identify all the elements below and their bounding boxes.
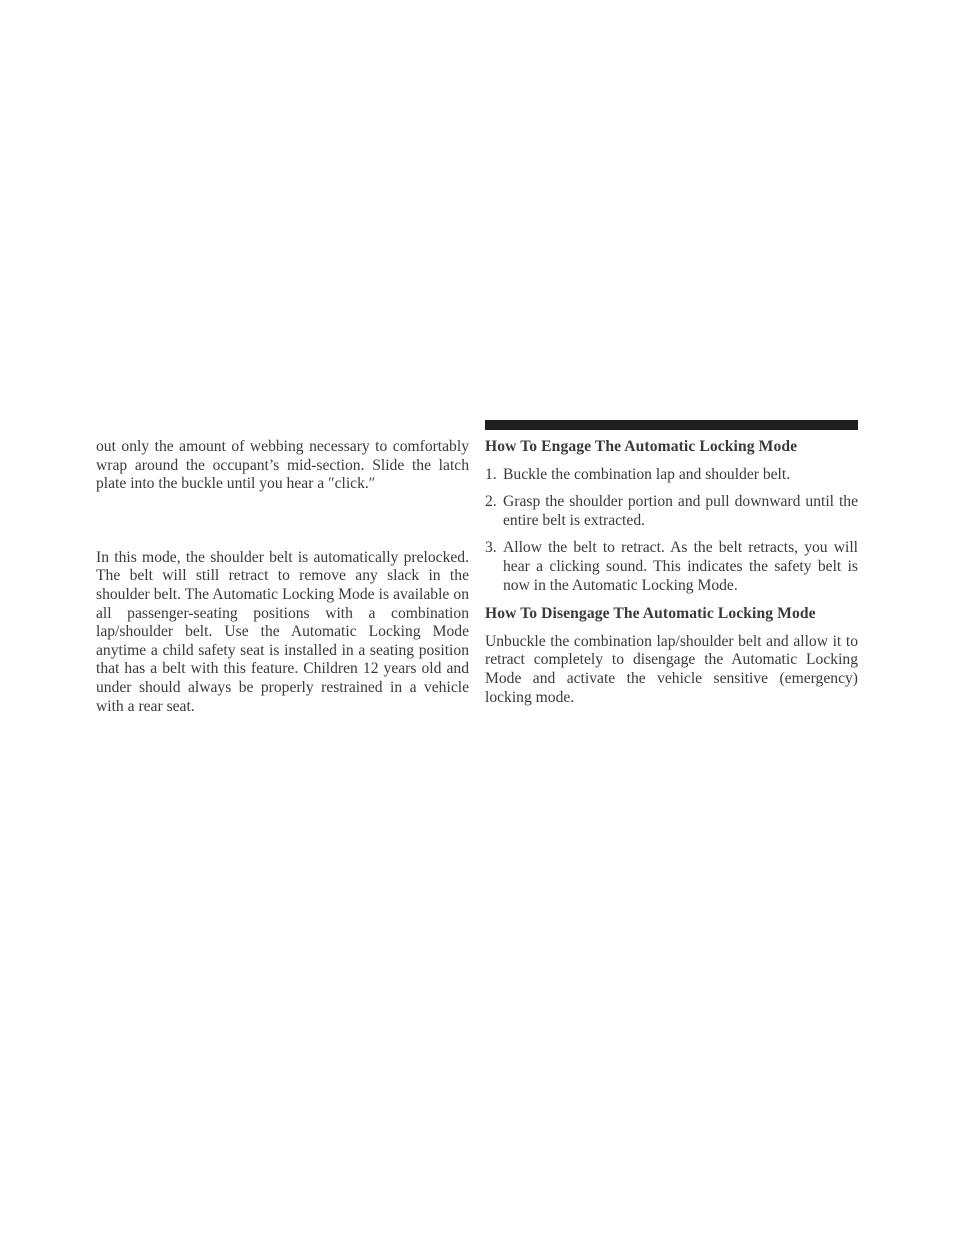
- continuation-paragraph: out only the amount of webbing necessary to comfortably wrap around the occupant’s mid-section. Slide the latch plate into the buckle until you hear a ″click.″: [96, 438, 469, 493]
- engage-steps-list: [485, 466, 858, 596]
- list-item: [485, 493, 858, 530]
- step-text: Grasp the shoulder portion and pull downward until the entire belt is extracted.: [503, 493, 858, 529]
- disengage-heading: How To Disengage The Automatic Locking Mode: [485, 605, 816, 623]
- section-gap: [96, 494, 469, 549]
- engage-heading: How To Engage The Automatic Locking Mode: [485, 438, 798, 455]
- list-item: [485, 466, 858, 485]
- right-column: [485, 438, 858, 707]
- step-number: 2.: [485, 493, 497, 511]
- list-item: [485, 539, 858, 595]
- automatic-locking-mode-paragraph: In this mode, the shoulder belt is automatically prelocked. The belt will still retract to remove any slack in the shoulder belt. The Automatic Locking Mode is available on all passenger-seating positions with a combination lap/shoulder belt. Use the Automatic Locking Mode anytime a child safety seat is installed in a seating position that has a belt with this feature. Children 12 years old and under should always be properly restrained in a vehicle with a rear seat.: [96, 548, 469, 715]
- step-text: Buckle the combination lap and shoulder belt.: [503, 465, 791, 483]
- disengage-paragraph: Unbuckle the combination lap/shoulder belt and allow it to retract completely to disengage the Automatic Locking Mode and activate the vehicle sensitive (emergency) locking mode.: [485, 632, 858, 706]
- left-column: [96, 438, 469, 716]
- step-number: 1.: [485, 465, 497, 483]
- step-text: Allow the belt to retract. As the belt retracts, you will hear a clicking sound. This indicates the safety belt is now in the Automatic Locking Mode.: [503, 539, 858, 594]
- section-header-rule: [485, 420, 858, 430]
- step-number: 3.: [485, 539, 497, 557]
